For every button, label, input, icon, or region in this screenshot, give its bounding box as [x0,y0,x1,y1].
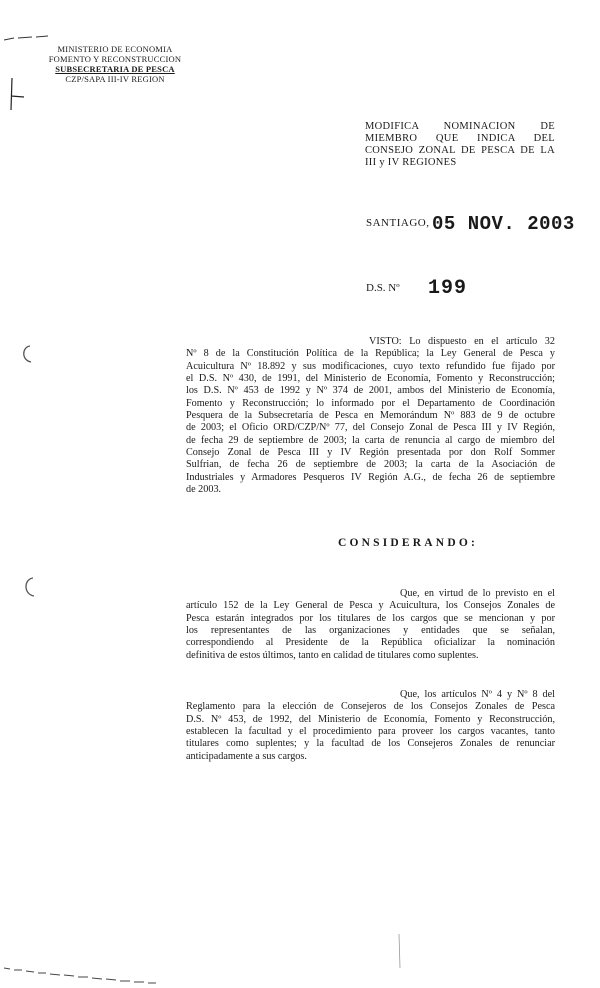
visto-line: de 2003. [186,484,222,496]
decree-subject [365,121,555,169]
paragraph-line: anticipadamente a sus cargos. [186,750,307,762]
paragraph-line: Que, los artículos Nº 4 y Nº 8 del [400,689,555,700]
visto-line: Pesquera de la Subsecretaría de Pesca en Memorándum Nº 883 de 9 de octubre [186,410,555,422]
decree-date-stamp: 05 NOV. 2003 [432,213,575,235]
paragraph-line: definitiva de estos últimos, tanto en calidad de titulares como suplentes. [186,649,479,661]
paragraph-line: correspondiendo al Presidente de la República oficializar la nominación [186,637,555,649]
visto-line: Fomento y Reconstrucción; lo informado por el Departamento de Coordinación [186,397,555,409]
ministry-line: SUBSECRETARIA DE PESCA [55,64,175,74]
subject-line: CONSEJO ZONAL DE PESCA DE LA [365,145,555,156]
top-left-scribble [4,36,48,40]
paragraph-line: establecen la facultad y el procedimiento para proveer los cargos vacantes, tanto [186,726,555,738]
ministry-line: CZP/SAPA III-IV REGION [65,74,165,84]
paragraph-line: D.S. Nº 453, de 1992, del Ministerio de Economía, Fomento y Reconstrucción, [186,713,555,725]
paragraph-line: Reglamento para la elección de Consejeros de los Consejos Zonales de Pesca [186,701,555,713]
considerando-heading: CONSIDERANDO: [338,537,478,549]
paragraph-line: titulares como suplentes; y la facultad de los Consejeros Zonales de renunciar [186,738,555,750]
visto-line: Acuicultura Nº 18.892 y sus modificaciones, cuyo texto refundido fue fijado por [186,360,555,372]
visto-line: Nº 8 de la Constitución Política de la República; la Ley General de Pesca y [186,348,555,360]
punch-hole-upper [24,346,31,362]
ministry-line: MINISTERIO DE ECONOMIA [57,44,173,54]
right-edge-mark [399,934,400,968]
paragraph-line: Pesca estarán integrados por los titulares de los cargos que se mencionan y por [186,612,555,624]
visto-line: Industriales y Armadores Pesqueros IV Región A.G., de fecha 26 de septiembre [186,471,555,483]
subject-line: MIEMBRO QUE INDICA DEL [365,133,555,144]
margin-pen-mark [11,78,24,110]
visto-line: de fecha 29 de septiembre de 2003; la carta de renuncia al cargo de miembro del [186,434,555,446]
visto-line: Consejo Zonal de Pesca III y IV Región presentada por don Rolf Sommer [186,447,555,459]
considerando-paragraph-1 [186,588,555,662]
visto-line: de 2003; el Oficio ORD/CZP/Nº 77, del Consejo Zonal de Pesca III y IV Región, [186,422,555,434]
place-label: SANTIAGO, [366,217,430,229]
subject-line: MODIFICA NOMINACION DE [365,121,555,132]
decree-number-label: D.S. Nº [366,282,400,294]
visto-line: VISTO: Lo dispuesto en el artículo 32 [369,336,555,347]
visto-paragraph [186,336,555,496]
visto-line: el D.S. Nº 430, de 1991, del Ministerio de Economía, Fomento y Reconstrucción; [186,373,555,385]
subject-line: III y IV REGIONES [365,157,457,168]
visto-line: Sulfrian, de fecha 26 de septiembre de 2003; la carta de la Asociación de [186,459,555,471]
ministry-header [40,44,190,84]
punch-hole-lower [26,578,34,596]
bottom-dashed-edge [4,968,156,983]
paragraph-line: Que, en virtud de lo previsto en el [400,588,555,599]
paragraph-line: los representantes de las organizaciones y entidades que se señalan, [186,625,555,637]
decree-number-stamp: 199 [428,277,468,300]
ministry-line: FOMENTO Y RECONSTRUCCION [48,54,182,64]
considerando-paragraph-2 [186,689,555,763]
paragraph-line: artículo 152 de la Ley General de Pesca y Acuicultura, los Consejos Zonales de [186,600,555,612]
visto-line: los D.S. Nº 453 de 1992 y Nº 374 de 2001, ambos del Ministerio de Economía, [186,385,555,397]
